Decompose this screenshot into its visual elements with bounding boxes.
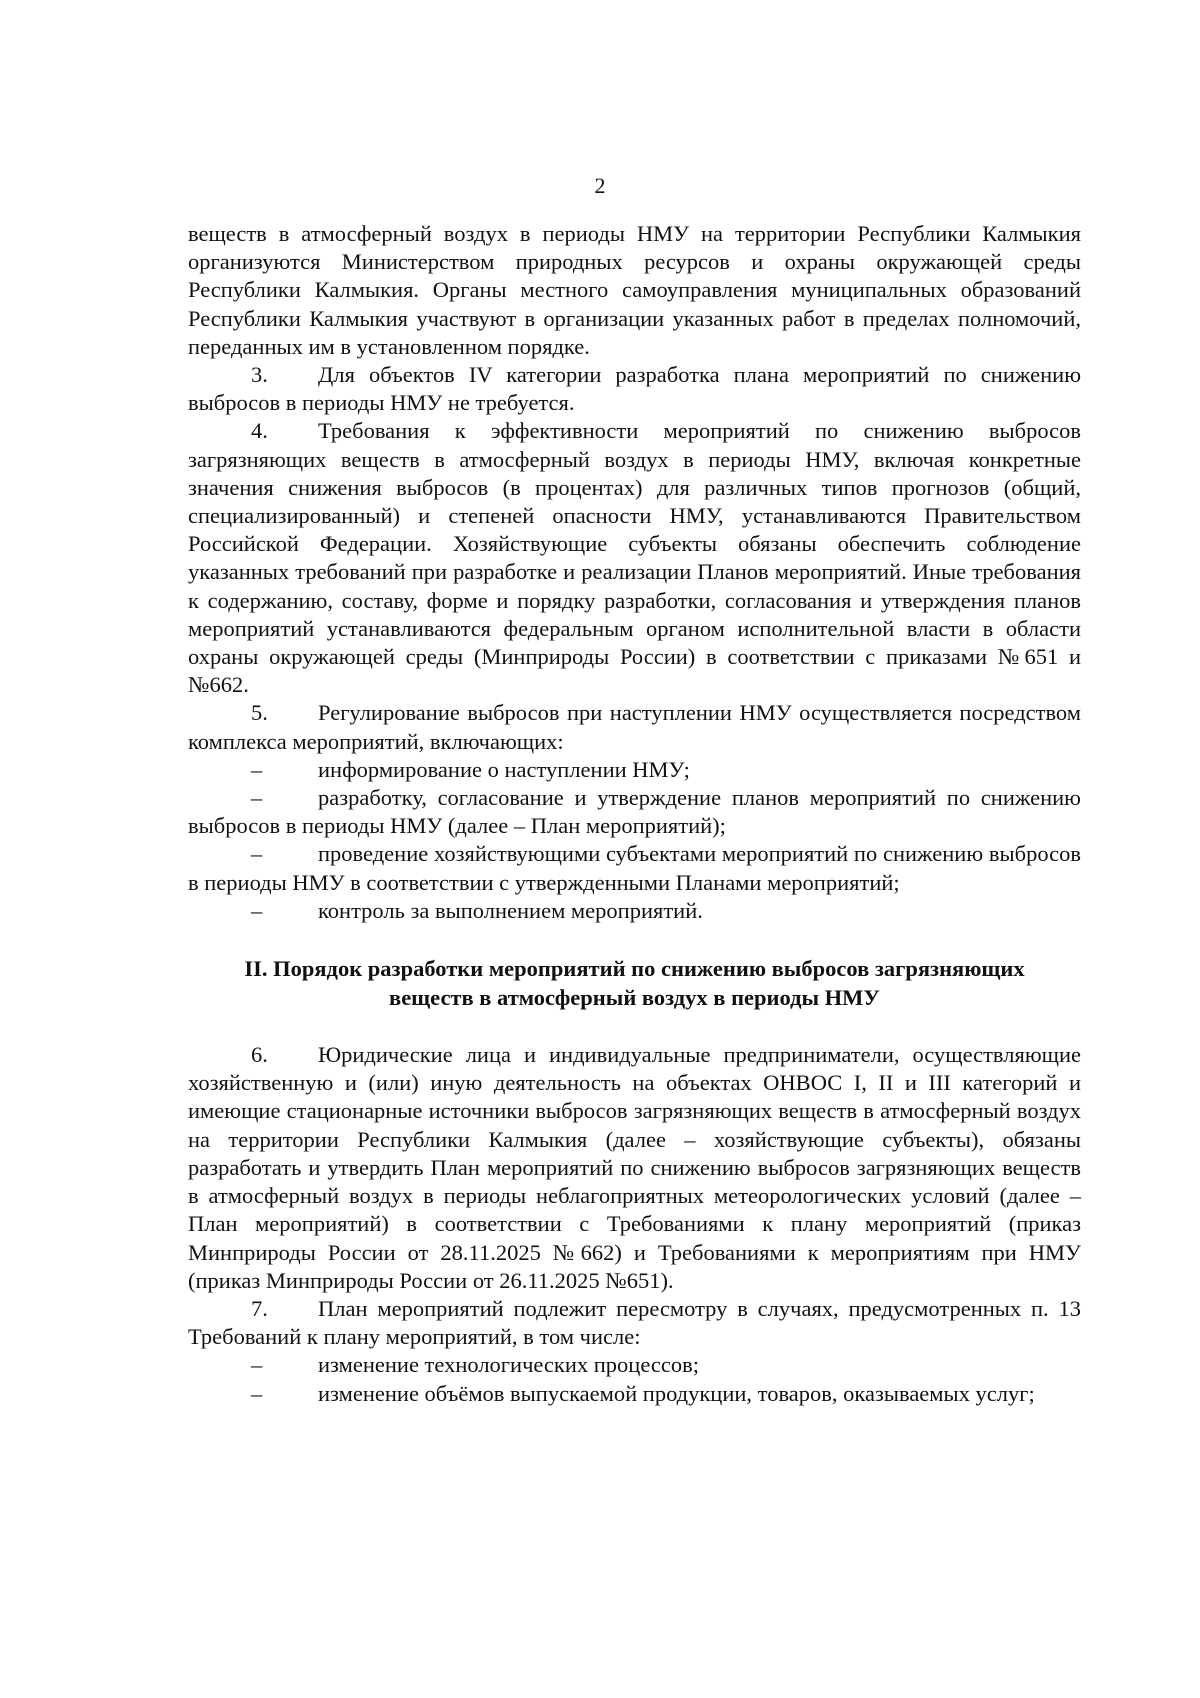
paragraph-text: Юридические лица и индивидуальные предприниматели, осуществляющие хозяйственную и (или) иную деятельность на объектах ОНВОС I, II и III категорий и имеющие стационарные источники выбросов загрязняющих веществ в атмосферный воздух на территории Республики Калмыкия (далее – хозяйствующие субъекты), обязаны разработать и утвердить План мероприятий по снижению выбросов загрязняющих веществ в атмосферный воздух в периоды неблагоприятных метеорологических условий (далее – План мероприятий) в соответствии с Требованиями к плану мероприятий (приказ Минприроды России от 28.11.2025 №662) и Требованиями к мероприятиям при НМУ (приказ Минприроды России от 26.11.2025 №651).: [188, 1042, 1081, 1293]
list-item: [188, 897, 1081, 925]
list-item: [188, 1351, 1081, 1379]
list-item-text: информирование о наступлении НМУ;: [318, 756, 690, 782]
paragraph-6: [188, 1041, 1081, 1295]
list-item: [188, 840, 1081, 896]
list-item: [188, 784, 1081, 840]
list-item-text: проведение хозяйствующими субъектами мероприятий по снижению выбросов в периоды НМУ в соответствии с утвержденными Планами мероприятий;: [188, 841, 1081, 895]
section-heading: [188, 955, 1081, 1012]
paragraph-text: Требования к эффективности мероприятий по снижению выбросов загрязняющих веществ в атмосферный воздух в периоды НМУ, включая конкретные значения снижения выбросов (в процентах) для различных типов прогнозов (общий, специализированный) и степеней опасности НМУ, устанавливаются Правительством Российской Федерации. Хозяйствующие субъекты обязаны обеспечить соблюдение указанных требований при разработке и реализации Планов мероприятий. Иные требования к содержанию, составу, форме и порядку разработки, согласования и утверждения планов мероприятий устанавливаются федеральным органом исполнительной власти в области охраны окружающей среды (Минприроды России) в соответствии с приказами №651 и №662.: [188, 418, 1081, 698]
list-item-text: разработку, согласование и утверждение планов мероприятий по снижению выбросов в периоды НМУ (далее – План мероприятий);: [188, 785, 1081, 839]
paragraph-text: веществ в атмосферный воздух в периоды НМУ на территории Республики Калмыкия организуются Министерством природных ресурсов и охраны окружающей среды Республики Калмыкия. Органы местного самоуправления муниципальных образований Республики Калмыкия участвуют в организации указанных работ в пределах полномочий, переданных им в установленном порядке.: [188, 221, 1081, 359]
dash-marker: –: [251, 897, 263, 923]
page-number: 2: [594, 173, 606, 198]
paragraph-number: 4.: [251, 418, 268, 444]
paragraph-3: [188, 361, 1081, 417]
section-heading-line: II. Порядок разработки мероприятий по снижению выбросов загрязняющих: [244, 956, 1025, 982]
dash-marker: –: [251, 1352, 263, 1378]
paragraph-text: План мероприятий подлежит пересмотру в случаях, предусмотренных п. 13 Требований к плану мероприятий, в том числе:: [188, 1295, 1081, 1350]
paragraph-4: [188, 417, 1081, 699]
paragraph-number: 6.: [251, 1042, 268, 1068]
paragraph-text: Регулирование выбросов при наступлении НМУ осуществляется посредством комплекса мероприятий, включающих:: [188, 700, 1081, 754]
list-item-text: изменение объёмов выпускаемой продукции, товаров, оказываемых услуг;: [318, 1380, 1035, 1406]
section-heading-line: веществ в атмосферный воздух в периоды НМУ: [389, 984, 880, 1010]
list-item: [188, 1380, 1081, 1408]
dash-marker: –: [251, 756, 263, 782]
paragraph-text: Для объектов IV категории разработка плана мероприятий по снижению выбросов в периоды НМУ не требуется.: [188, 362, 1081, 416]
paragraph-number: 5.: [251, 700, 268, 726]
paragraph-5: [188, 699, 1081, 755]
list-item-text: изменение технологических процессов;: [318, 1352, 699, 1378]
dash-marker: –: [251, 785, 263, 811]
document-body: [188, 220, 1081, 1408]
list-item-text: контроль за выполнением мероприятий.: [318, 897, 703, 923]
paragraph-continued: [188, 220, 1081, 361]
dash-marker: –: [251, 841, 263, 867]
paragraph-number: 3.: [251, 362, 268, 388]
list-item: [188, 756, 1081, 784]
dash-marker: –: [251, 1380, 263, 1406]
paragraph-7: [188, 1295, 1081, 1351]
paragraph-number: 7.: [251, 1295, 268, 1321]
